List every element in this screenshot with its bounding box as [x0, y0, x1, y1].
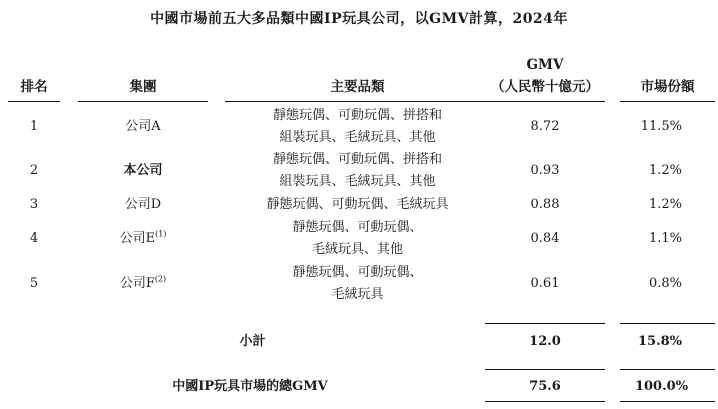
total-bottom-rule-gmv	[485, 401, 605, 402]
header-rule-gmv	[485, 101, 605, 102]
row-products-line1: 靜態玩偶、可動玩偶、	[292, 265, 423, 280]
subtotal-rule-share	[620, 323, 715, 324]
total-label: 中國IP玩具市場的總GMV	[172, 379, 328, 394]
subtotal-label: 小計	[239, 334, 266, 349]
header-rule-products	[225, 101, 490, 102]
row-company: 公司$E^{(1)}$	[119, 229, 167, 246]
header-group: 集團	[129, 79, 157, 95]
row-products-line1: 靜態玩偶、可動玩偶、	[292, 220, 423, 235]
footnote-marker: (2)	[154, 274, 167, 284]
row-products-line1: 靜態玩偶、可動玩偶、拼搭和	[272, 152, 442, 167]
row-company: 公司$F^{(2)}$	[119, 274, 167, 291]
row-products-line1: 靜態玩偶、可動玩偶、毛絨玩具	[266, 197, 449, 212]
subtotal-share: 15.8%	[637, 334, 682, 349]
table-title: 中國市場前五大多品類中國IP玩具公司，以GMV計算，2024年	[150, 11, 568, 27]
row-share: 1.1%	[648, 231, 682, 246]
row-rank: 2	[29, 163, 39, 178]
row-company: 公司D	[124, 197, 162, 212]
row-gmv: 0.88	[530, 197, 560, 212]
row-gmv: 8.72	[530, 119, 560, 134]
header-gmv-line1: GMV	[526, 57, 564, 73]
row-rank: 3	[29, 197, 39, 212]
row-gmv: 0.93	[530, 163, 560, 178]
row-company: 本公司	[123, 163, 163, 178]
header-share: 市場份額	[640, 79, 695, 95]
row-share: 11.5%	[640, 119, 682, 134]
subtotal-rule-gmv	[485, 323, 605, 324]
header-rank: 排名	[20, 79, 48, 95]
header-rule-rank	[8, 101, 60, 102]
header-rule-share	[620, 101, 715, 102]
footnote-marker: (1)	[155, 229, 167, 239]
row-gmv: 0.61	[530, 276, 560, 291]
row-share: 1.2%	[648, 197, 682, 212]
row-company: 公司A	[125, 119, 161, 134]
total-share: 100.0%	[634, 379, 688, 394]
subtotal-gmv: 12.0	[529, 334, 561, 349]
row-rank: 5	[29, 276, 39, 291]
total-gmv: 75.6	[529, 379, 561, 394]
total-bottom-rule-share	[620, 401, 715, 402]
row-rank: 1	[29, 119, 39, 134]
total-rule-share	[620, 369, 715, 370]
header-products: 主要品類	[330, 79, 385, 95]
row-share: 1.2%	[648, 163, 682, 178]
header-gmv-line2: （人民幣十億元）	[491, 79, 599, 95]
row-rank: 4	[29, 231, 39, 246]
row-products-line2: 組裝玩具、毛絨玩具、其他	[279, 174, 436, 189]
row-products-line2: 毛絨玩具、其他	[311, 242, 403, 257]
row-products-line2: 組裝玩具、毛絨玩具、其他	[279, 130, 436, 145]
row-products-line2: 毛絨玩具	[331, 287, 384, 302]
row-products-line1: 靜態玩偶、可動玩偶、拼搭和	[272, 108, 442, 123]
row-share: 0.8%	[648, 276, 682, 291]
total-rule-gmv	[485, 369, 605, 370]
row-gmv: 0.84	[530, 231, 560, 246]
header-rule-group	[78, 101, 208, 102]
